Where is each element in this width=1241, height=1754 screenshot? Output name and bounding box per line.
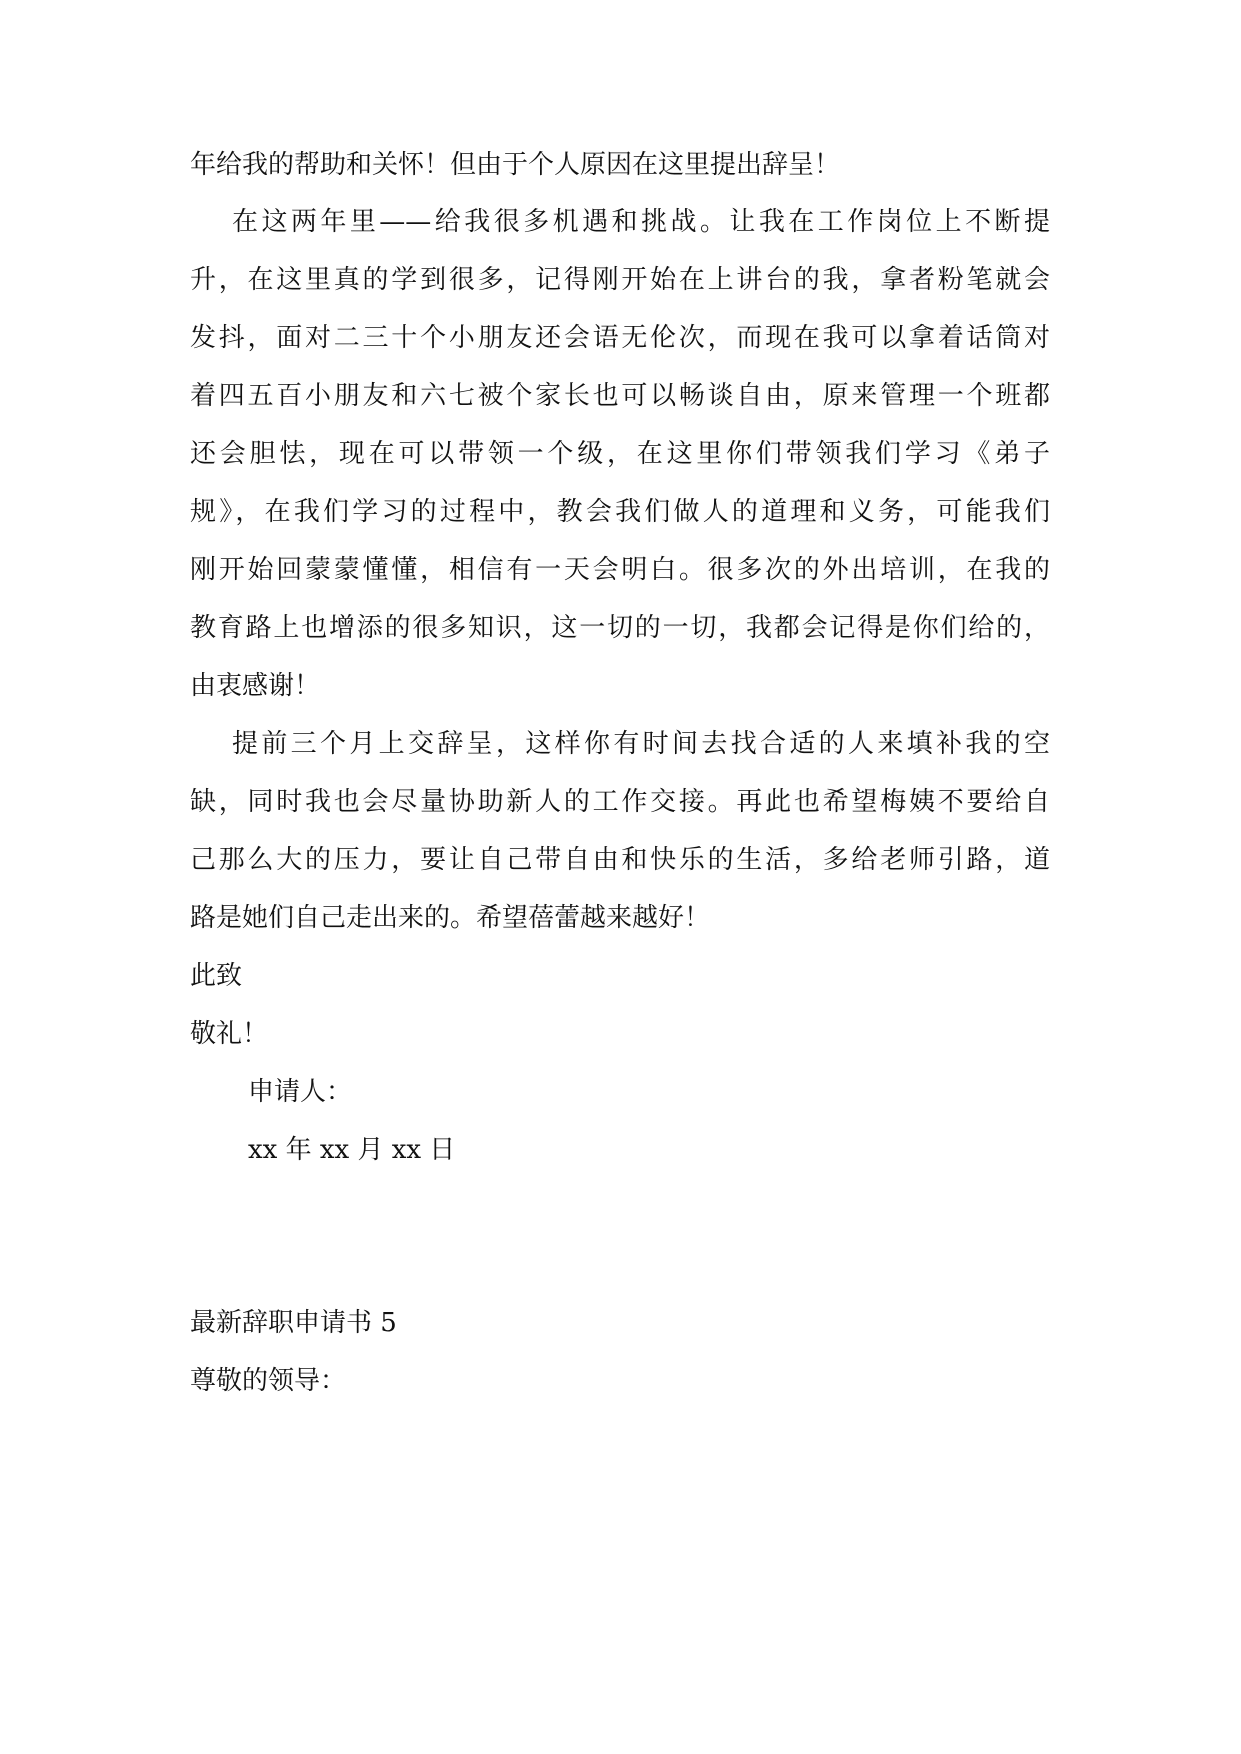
paragraph-3-line-1: 提前三个月上交辞呈，这样你有时间去找合适的人来填补我的空 [232, 729, 1050, 759]
salutation: 尊敬的领导： [190, 1366, 347, 1396]
paragraph-2-line-9: 由衷感谢！ [190, 671, 321, 701]
paragraph-1-line-1: 年给我的帮助和关怀！但由于个人原因在这里提出辞呈！ [190, 150, 841, 180]
paragraph-2-line-7: 刚开始回蒙蒙懂懂，相信有一天会明白。很多次的外出培训，在我的 [190, 555, 1050, 585]
paragraph-2-line-1: 在这两年里——给我很多机遇和挑战。让我在工作岗位上不断提 [232, 207, 1050, 237]
paragraph-3-line-2: 缺，同时我也会尽量协助新人的工作交接。再此也希望梅姨不要给自 [190, 787, 1050, 817]
closing-salute: 敬礼！ [190, 1019, 269, 1049]
paragraph-2-line-4: 着四五百小朋友和六七被个家长也可以畅谈自由，原来管理一个班都 [190, 381, 1050, 411]
paragraph-2-line-8: 教育路上也增添的很多知识，这一切的一切，我都会记得是你们给的， [190, 613, 1050, 643]
signature-date: xx 年 xx 月 xx 日 [248, 1135, 456, 1165]
section-title: 最新辞职申请书 5 [190, 1308, 397, 1338]
closing-regards: 此致 [190, 961, 243, 991]
paragraph-2-line-6: 规》，在我们学习的过程中，教会我们做人的道理和义务，可能我们 [190, 497, 1050, 527]
paragraph-2-line-2: 升，在这里真的学到很多，记得刚开始在上讲台的我，拿者粉笔就会 [190, 265, 1050, 295]
paragraph-2-line-3: 发抖，面对二三十个小朋友还会语无伦次，而现在我可以拿着话筒对 [190, 323, 1050, 353]
paragraph-3-line-4: 路是她们自己走出来的。希望蓓蕾越来越好！ [190, 903, 711, 933]
applicant-label: 申请人： [248, 1077, 353, 1107]
paragraph-2-line-5: 还会胆怯，现在可以带领一个级，在这里你们带领我们学习《弟子 [190, 439, 1050, 469]
paragraph-3-line-3: 己那么大的压力，要让自己带自由和快乐的生活，多给老师引路，道 [190, 845, 1050, 875]
